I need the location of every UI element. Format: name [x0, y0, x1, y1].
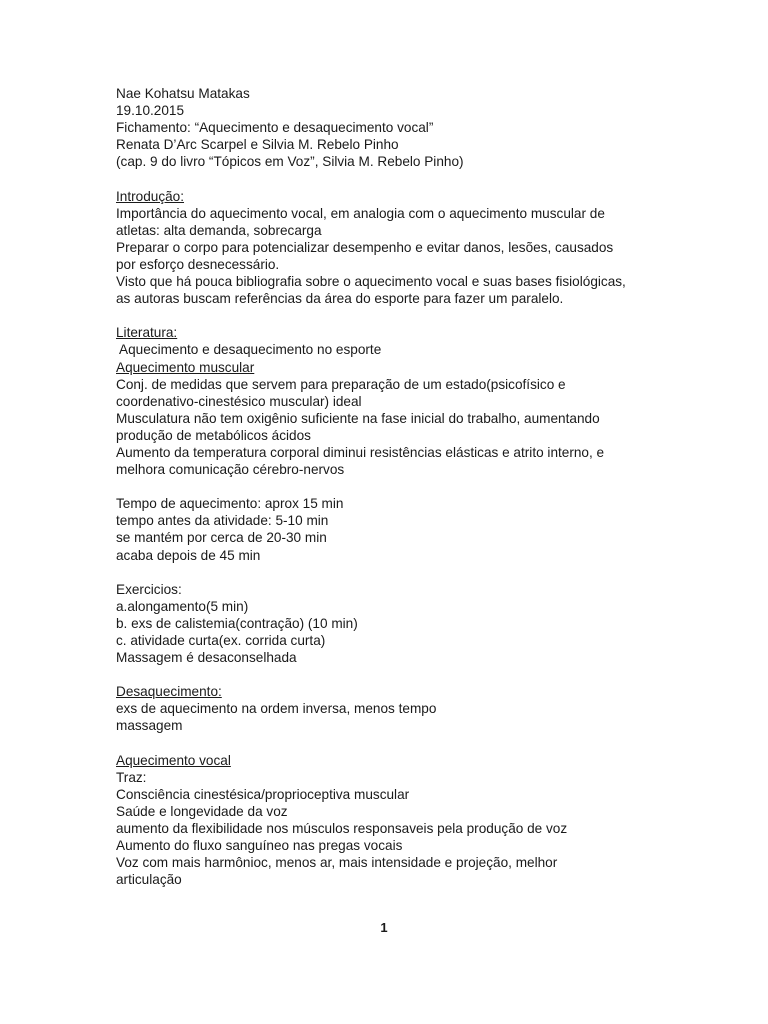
vocal-line: Aumento do fluxo sanguíneo nas pregas vocais	[116, 838, 403, 854]
document-date: 19.10.2015	[116, 103, 185, 119]
desaquecimento-line: massagem	[116, 718, 183, 734]
desaquecimento-heading: Desaquecimento:	[116, 684, 222, 700]
author-name: Nae Kohatsu Matakas	[116, 86, 250, 101]
introducao-line: Importância do aquecimento vocal, em analogia com o aquecimento muscular de	[116, 205, 605, 221]
vocal-line: articulação	[116, 872, 182, 888]
literatura-subtitle: Aquecimento e desaquecimento no esporte	[116, 342, 382, 358]
exercicios-line: Massagem é desaconselhada	[116, 650, 297, 666]
fichamento-title: Fichamento: “Aquecimento e desaquecimento vocal”	[116, 120, 434, 136]
introducao-line: atletas: alta demanda, sobrecarga	[116, 222, 322, 238]
muscular-line: Aumento da temperatura corporal diminui resistências elásticas e atrito interno, e	[116, 444, 605, 460]
introducao-heading: Introdução:	[116, 188, 185, 204]
exercicios-line: c. atividade curta(ex. corrida curta)	[116, 633, 326, 648]
muscular-line: Conj. de medidas que servem para preparação de um estado(psicofísico e	[116, 376, 566, 392]
spacer	[116, 564, 716, 581]
vocal-line: aumento da flexibilidade nos músculos responsaveis pela produção de voz	[116, 821, 568, 837]
desaquecimento-line: exs de aquecimento na ordem inversa, menos tempo	[116, 701, 437, 717]
muscular-line: melhora comunicação cérebro-nervos	[116, 462, 345, 478]
aquecimento-vocal-heading: Aquecimento vocal	[116, 752, 231, 768]
exercicios-line: Exercicios:	[116, 581, 182, 597]
spacer	[116, 735, 716, 752]
document-body	[116, 85, 716, 888]
exercicios-line: b. exs de calistemia(contração) (10 min)	[116, 615, 358, 631]
tempo-line: tempo antes da atividade: 5-10 min	[116, 513, 329, 529]
introducao-line: as autoras buscam referências da área do esporte para fazer um paralelo.	[116, 291, 564, 307]
vocal-line: Consciência cinestésica/proprioceptiva muscular	[116, 786, 410, 802]
muscular-line: Musculatura não tem oxigênio suficiente na fase inicial do trabalho, aumentando	[116, 410, 600, 426]
introducao-line: Preparar o corpo para potencializar desempenho e evitar danos, lesões, causados	[116, 239, 614, 255]
tempo-line: se mantém por cerca de 20-30 min	[116, 530, 327, 546]
vocal-line: Saúde e longevidade da voz	[116, 803, 288, 819]
aquecimento-muscular-heading: Aquecimento muscular	[116, 359, 255, 375]
spacer	[116, 307, 716, 324]
tempo-line: Tempo de aquecimento: aprox 15 min	[116, 496, 344, 512]
vocal-line: Voz com mais harmônioc, menos ar, mais intensidade e projeção, melhor	[116, 855, 558, 871]
source-reference: (cap. 9 do livro “Tópicos em Voz”, Silvia M. Rebelo Pinho)	[116, 154, 464, 170]
vocal-line: Traz:	[116, 769, 147, 785]
tempo-line: acaba depois de 45 min	[116, 547, 261, 563]
page-number: 1	[380, 920, 388, 935]
introducao-line: Visto que há pouca bibliografia sobre o aquecimento vocal e suas bases fisiológicas,	[116, 274, 626, 290]
introducao-line: por esforço desnecessário.	[116, 256, 280, 272]
exercicios-line: a.alongamento(5 min)	[116, 598, 249, 614]
muscular-line: produção de metabólicos ácidos	[116, 427, 311, 443]
spacer	[116, 170, 716, 187]
literatura-heading: Literatura:	[116, 325, 178, 341]
muscular-line: coordenativo-cinestésico muscular) ideal	[116, 393, 362, 409]
spacer	[116, 478, 716, 495]
chapter-authors: Renata D’Arc Scarpel e Silvia M. Rebelo Pinho	[116, 137, 399, 153]
spacer	[116, 666, 716, 683]
